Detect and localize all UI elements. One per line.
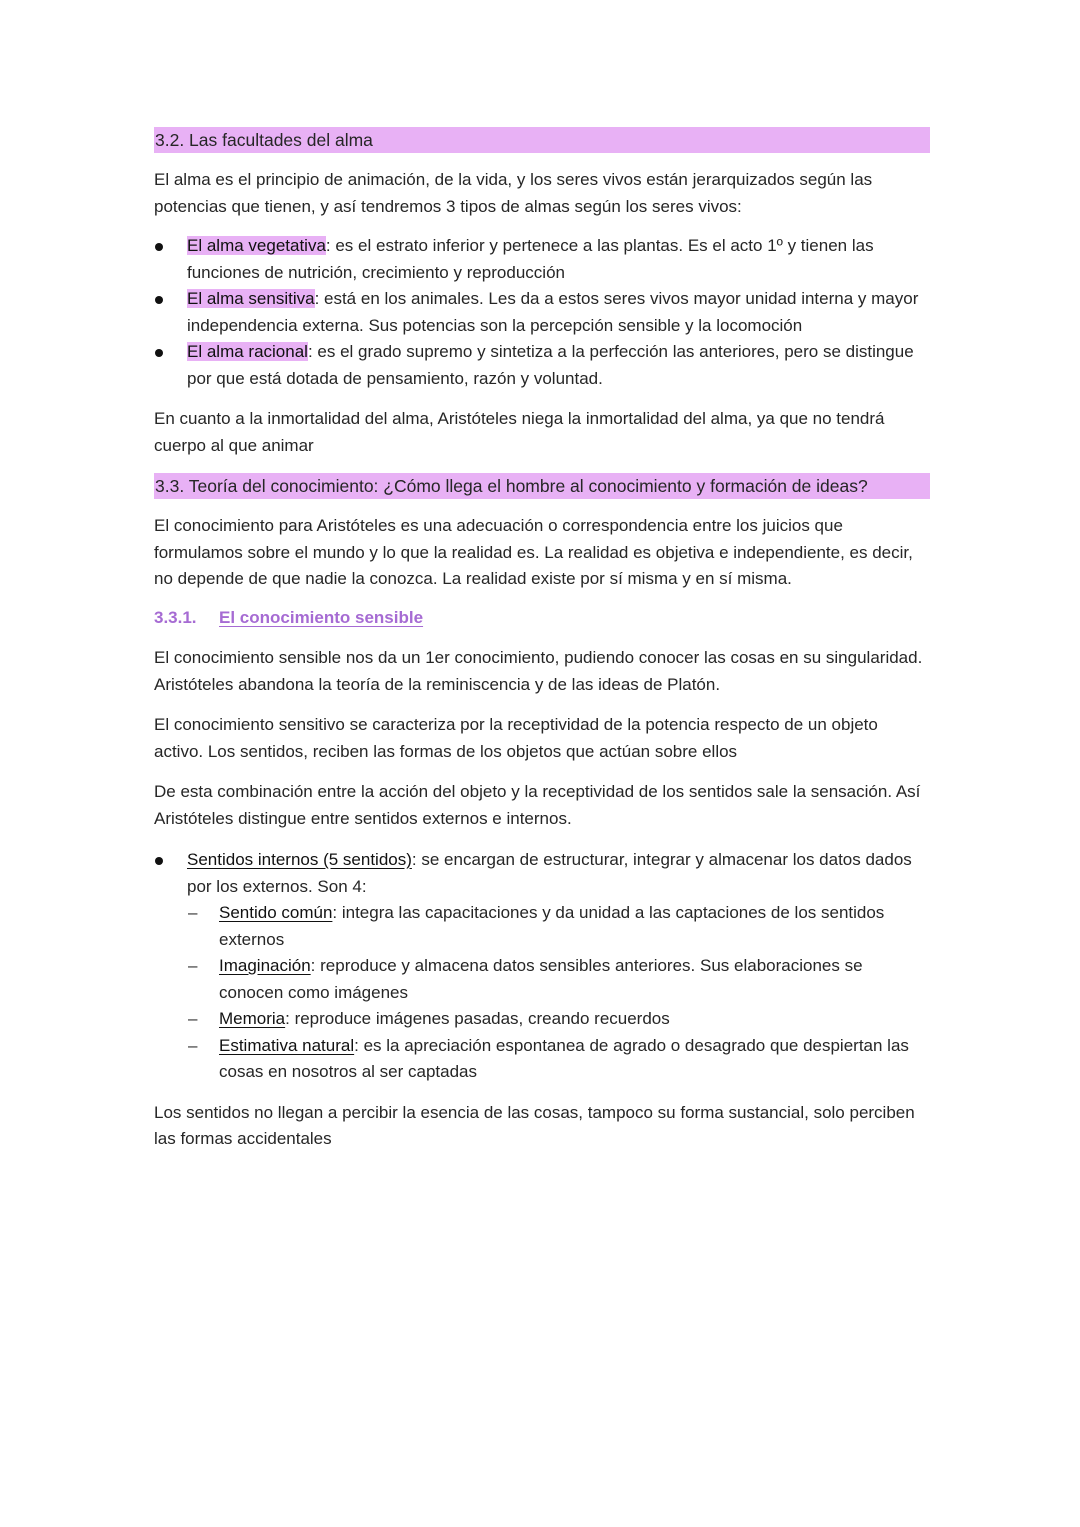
desc-alma-racional: : es el grado supremo y sintetiza a la perfección las anteriores, pero se distingue por que está dotada de pensamiento, razón y voluntad.: [187, 342, 914, 388]
alma-types-list: [154, 233, 930, 392]
desc-estimativa-natural: : es la apreciación espontanea de agrado o desagrado que despiertan las cosas en nosotros al ser captadas: [219, 1035, 909, 1081]
subheading-title: El conocimiento sensible: [219, 607, 424, 627]
desc-memoria: : reproduce imágenes pasadas, creando recuerdos: [285, 1009, 670, 1028]
paragraph-sensible-2: El conocimiento sensitivo se caracteriza por la receptividad de la potencia respecto de un objeto activo. Los sentidos, reciben las formas de los objetos que actúan sobre ellos: [154, 715, 878, 761]
desc-imaginacion: : reproduce y almacena datos sensibles anteriores. Sus elaboraciones se conocen como imágenes: [219, 956, 863, 1002]
paragraph-sensible-1: El conocimiento sensible nos da un 1er conocimiento, pudiendo conocer las cosas en su singularidad. Aristóteles abandona la teoría de la reminiscencia y de las ideas de Platón.: [154, 648, 923, 694]
list-item-alma-vegetativa: [154, 233, 930, 286]
list-item-alma-racional: [154, 339, 930, 392]
section-heading-3-3: 3.3. Teoría del conocimiento: ¿Cómo llega el hombre al conocimiento y formación de ideas?: [154, 473, 930, 499]
section-heading-3-2: 3.2. Las facultades del alma: [154, 127, 930, 153]
bullet-icon: [155, 857, 163, 865]
paragraph-sentidos-closing: Los sentidos no llegan a percibir la esencia de las cosas, tampoco su forma sustancial, solo perciben las formas accidentales: [154, 1102, 915, 1148]
desc-alma-vegetativa: : es el estrato inferior y pertenece a las plantas. Es el acto 1º y tienen las funciones de nutrición, crecimiento y reproducción: [187, 236, 874, 282]
term-sentidos-internos: Sentidos internos (5 sentidos): [187, 850, 412, 869]
document-page: [154, 127, 930, 1153]
term-alma-racional: El alma racional: [187, 342, 308, 361]
subheading-number: 3.3.1.: [154, 607, 197, 627]
paragraph-inmortalidad: En cuanto a la inmortalidad del alma, Aristóteles niega la inmortalidad del alma, ya que no tendrá cuerpo al que animar: [154, 409, 885, 455]
term-imaginacion: Imaginación: [219, 956, 311, 975]
bullet-icon: [155, 296, 163, 304]
term-estimativa-natural: Estimativa natural: [219, 1035, 355, 1055]
list-item-sentidos-internos: [154, 847, 930, 900]
desc-sentidos-internos: : se encargan de estructurar, integrar y almacenar los datos dados por los externos. Son 4:: [187, 850, 912, 896]
bullet-icon: [155, 243, 163, 251]
subheading-3-3-1: [154, 605, 930, 632]
term-sentido-comun: Sentido común: [219, 903, 333, 922]
sublist-item-sentido-comun: [154, 900, 930, 953]
dash-icon: –: [188, 903, 198, 922]
dash-icon: –: [188, 1009, 198, 1028]
sublist-item-imaginacion: [154, 953, 930, 1006]
sentidos-list: [154, 847, 930, 900]
paragraph-sensible-3: De esta combinación entre la acción del objeto y la receptividad de los sentidos sale la sensación. Así Aristóteles distingue entre sentidos externos e internos.: [154, 782, 921, 828]
term-memoria: Memoria: [219, 1009, 286, 1028]
list-item-alma-sensitiva: [154, 286, 930, 339]
dash-icon: –: [188, 1035, 198, 1055]
sentidos-internos-sublist: [154, 900, 930, 1086]
desc-sentido-comun: : integra las capacitaciones y da unidad a las captaciones de los sentidos externos: [219, 903, 885, 949]
sublist-item-estimativa-natural: [154, 1033, 930, 1086]
term-alma-sensitiva: El alma sensitiva: [187, 289, 315, 308]
paragraph-conocimiento-intro: El conocimiento para Aristóteles es una adecuación o correspondencia entre los juicios que formulamos sobre el mundo y lo que la realidad es. La realidad es objetiva e independiente, es decir, no depende de que nadie la conozca. La realidad existe por sí misma y en sí misma.: [154, 516, 913, 588]
term-alma-vegetativa: El alma vegetativa: [187, 236, 326, 255]
desc-alma-sensitiva: : está en los animales. Les da a estos seres vivos mayor unidad interna y mayor independencia externa. Sus potencias son la percepción sensible y la locomoción: [187, 289, 919, 335]
paragraph-alma-intro: El alma es el principio de animación, de la vida, y los seres vivos están jerarquizados según las potencias que tienen, y así tendremos 3 tipos de almas según los seres vivos:: [154, 170, 873, 216]
dash-icon: –: [188, 956, 198, 975]
sublist-item-memoria: [154, 1006, 930, 1033]
bullet-icon: [155, 349, 163, 357]
